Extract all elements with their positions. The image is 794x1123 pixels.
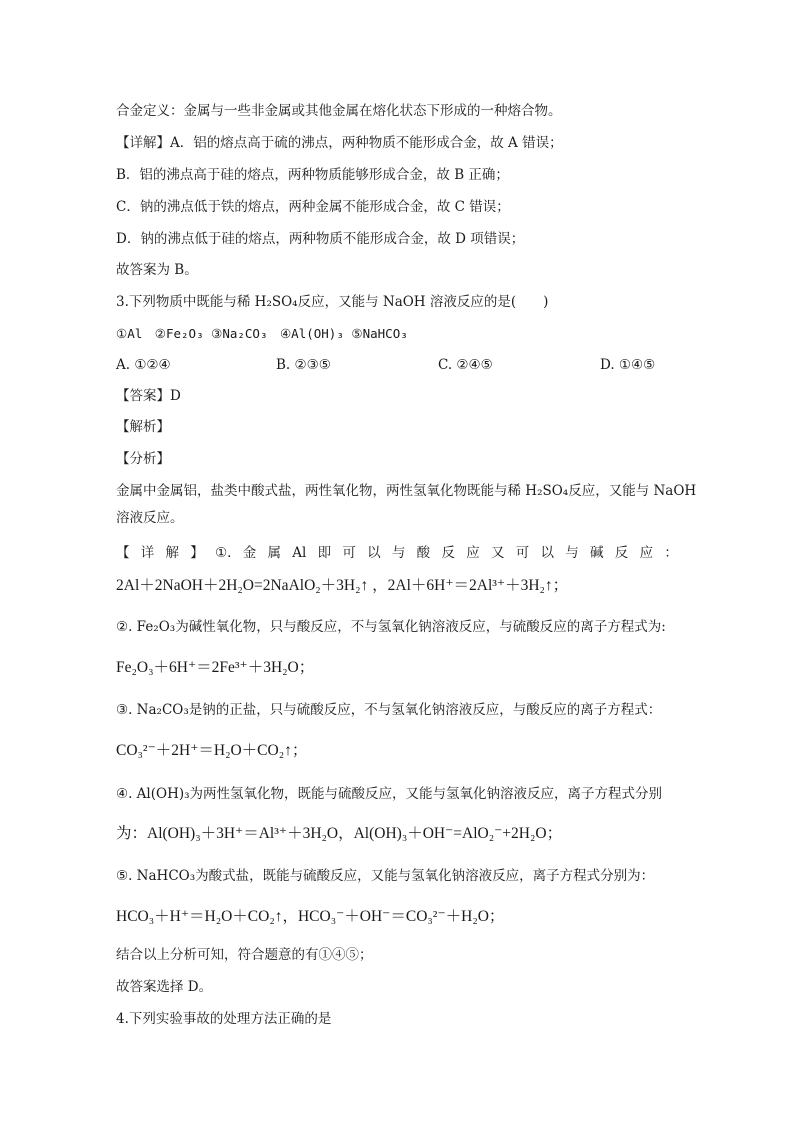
answer-label: 【答案】D <box>116 388 181 404</box>
final-answer: 故答案选择 D。 <box>116 979 213 995</box>
equation-na2co3: CO₃²⁻＋2H⁺＝H₂O＋CO₂↑； <box>116 742 308 759</box>
detail-item-2: ②. Fe₂O₃为碱性氧化物，只与酸反应，不与氢氧化钠溶液反应，与硫酸反应的离子方程式为: <box>116 619 666 635</box>
detail-item-3: ③. Na₂CO₃是钠的正盐，只与硫酸反应，不与氢氧化钠溶液反应，与酸反应的离子方程式： <box>116 702 662 718</box>
explanation-b: B．铝的沸点高于硅的熔点，两种物质能够形成合金，故 B 正确； <box>116 167 509 183</box>
answer-statement: 故答案为 B。 <box>116 262 198 278</box>
explanation-c: C．钠的沸点低于铁的熔点，两种金属不能形成合金，故 C 错误； <box>116 199 510 215</box>
question-3-stem: 3.下列物质中既能与稀 H₂SO₄反应，又能与 NaOH 溶液反应的是( ) <box>116 294 549 310</box>
analysis-subheading: 【分析】 <box>116 451 170 467</box>
option-b: B. ②③⑤ <box>276 357 331 373</box>
equation-nahco3: HCO₃＋H⁺＝H₂O＋CO₂↑，HCO₃⁻＋OH⁻＝CO₃²⁻＋H₂O； <box>116 908 505 925</box>
explanation-d: D．钠的沸点低于硅的熔点，两种物质不能形成合金，故 D 项错误； <box>116 231 525 247</box>
question-3-options <box>116 355 676 375</box>
option-d: D. ①④⑤ <box>600 357 656 373</box>
question-3-substances: ①Al ②Fe₂O₃ ③Na₂CO₃ ④Al(OH)₃ ⑤NaHCO₃ <box>116 326 408 341</box>
equation-fe2o3: Fe₂O₃＋6H⁺＝2Fe³⁺＋3H₂O； <box>116 659 315 676</box>
detail-item-1: 【 详 解 】 ①. 金 属 Al 即 可 以 与 酸 反 应 又 可 以 与 碱 反 应 ： <box>116 545 678 561</box>
detail-item-5: ⑤. NaHCO₃为酸式盐，既能与硫酸反应，又能与氢氧化钠溶液反应，离子方程式分别为： <box>116 868 655 884</box>
detail-item-4: ④. Al(OH)₃为两性氢氧化物，既能与硫酸反应，又能与氢氧化钠溶液反应，离子方程式分别 <box>116 786 663 802</box>
option-a: A. ①②④ <box>116 357 171 373</box>
alloy-definition: 合金定义：金属与一些非金属或其他金属在熔化状态下形成的一种熔合物。 <box>116 103 562 119</box>
analysis-text-2: 溶液反应。 <box>116 510 184 526</box>
question-4-stem: 4.下列实验事故的处理方法正确的是 <box>116 1011 332 1027</box>
conclusion: 结合以上分析可知，符合题意的有①④⑤； <box>116 947 373 963</box>
option-c: C. ②④⑤ <box>438 357 493 373</box>
analysis-text-1: 金属中金属铝，盐类中酸式盐，两性氧化物，两性氢氧化物既能与稀 H₂SO₄反应，又能与 NaOH <box>116 483 697 499</box>
equation-aloh3: 为：Al(OH)₃＋3H⁺＝Al³⁺＋3H₂O，Al(OH)₃＋OH⁻=AlO₂⁻+2H₂O； <box>116 825 563 842</box>
explanation-a: 【详解】A．铝的熔点高于硫的沸点，两种物质不能形成合金，故 A 错误； <box>116 135 563 151</box>
equation-al: 2Al＋2NaOH＋2H₂O=2NaAlO₂＋3H₂↑ ，2Al＋6H⁺＝2Al³⁺＋3H₂↑； <box>116 577 569 594</box>
analysis-heading: 【解析】 <box>116 419 170 435</box>
